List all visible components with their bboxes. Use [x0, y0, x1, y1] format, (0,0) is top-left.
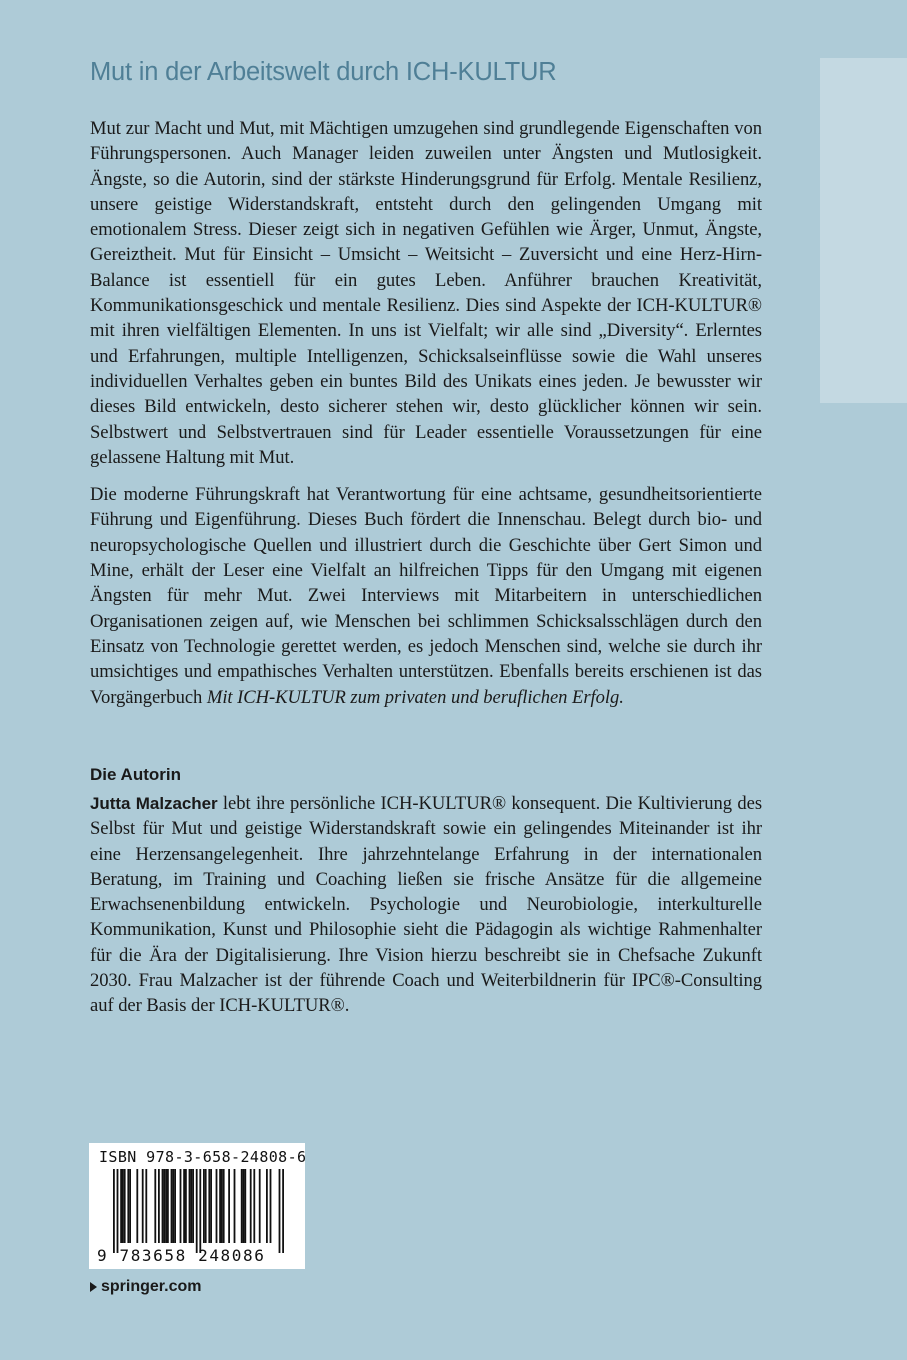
barcode-bar [171, 1169, 173, 1243]
barcode-bar [228, 1169, 230, 1243]
barcode-bar [243, 1169, 245, 1243]
barcode-bar [136, 1169, 138, 1243]
barcode-bar [142, 1169, 144, 1243]
barcode-guard-bar [199, 1169, 201, 1253]
barcode-bar [145, 1169, 147, 1243]
barcode-bar [234, 1169, 236, 1243]
barcode-bar [158, 1169, 160, 1243]
barcode-bar [174, 1169, 176, 1243]
author-heading: Die Autorin [90, 765, 181, 784]
barcode-bar [162, 1169, 164, 1243]
page-title: Mut in der Arbeitswelt durch ICH-KULTUR [90, 58, 557, 86]
barcode-bar [216, 1169, 218, 1243]
author-bio [90, 791, 762, 1019]
barcode-guard-bar [117, 1169, 119, 1253]
barcode-bar [120, 1169, 122, 1243]
isbn-label: ISBN 978-3-658-24808-6 [99, 1148, 307, 1166]
barcode-bar [163, 1169, 165, 1243]
barcode-guard-bar [196, 1169, 198, 1253]
barcode-bar [167, 1169, 169, 1243]
barcode-bar [270, 1169, 272, 1243]
previous-book-title: Mit ICH-KULTUR zum privaten und beruflichen Erfolg. [206, 686, 624, 708]
barcode-guard-bar [282, 1169, 284, 1253]
barcode-bar [208, 1169, 210, 1243]
barcode-bar [219, 1169, 221, 1243]
barcode-bar [221, 1169, 223, 1243]
barcode-bar [266, 1169, 268, 1243]
barcode-bar [205, 1169, 207, 1243]
barcode-bar [127, 1169, 129, 1243]
barcode-bar [129, 1169, 131, 1243]
barcode-bar [203, 1169, 205, 1243]
barcode-bar [189, 1169, 191, 1243]
barcode-block [89, 1143, 305, 1269]
barcode-guard-bar [279, 1169, 281, 1253]
barcode-guard-bar [113, 1169, 115, 1253]
author-bio-text: lebt ihre persönliche ICH-KULTUR® konsequent. Die Kultivierung des Selbst für Mut und geistige Widerstandskraft sowie ein gelingendes Miteinander ist ihr eine Herzensangelegenheit. Ihre jahrzehntelange Erfahrung in der internationalen Beratung, im Training und Coaching ließen sie frische Ansätze für die allgemeine Erwachsenenbildung entwickeln. Psychologie und Neurobiologie, interkulturelle Kommunikation, Kunst und Philosophie sieht die Pädagogin als wichtige Rahmenhalter für die Ära der Digitalisierung. Ihre Vision hierzu beschreibt sie in Chefsache Zukunft 2030. Frau Malzacher ist der führende Coach und Weiterbildnerin für IPC®-Consulting auf der Basis der ICH-KULTUR®. [90, 793, 763, 1017]
barcode-bar [192, 1169, 194, 1243]
barcode-bar [154, 1169, 156, 1243]
barcode-bar [253, 1169, 255, 1243]
barcode-bar [185, 1169, 187, 1243]
barcode-bar [250, 1169, 252, 1243]
arrow-right-icon [90, 1282, 97, 1292]
barcode-bar [124, 1169, 126, 1243]
barcode-bar [259, 1169, 261, 1243]
barcode-bar [165, 1169, 167, 1243]
blurb [90, 116, 762, 722]
blurb-paragraph-2 [90, 482, 762, 710]
barcode-bar [183, 1169, 185, 1243]
barcode-bar [172, 1169, 174, 1243]
barcode-digits: 9 783658 248086 [97, 1246, 266, 1265]
blurb-paragraph-1: Mut zur Macht und Mut, mit Mächtigen umzugehen sind grundlegende Eigenschaften von Führungspersonen. Auch Manager leiden zuweilen unter Ängsten und Mutlosigkeit. Ängste, so die Autorin, sind der stärkste Hinderungsgrund für Erfolg. Mentale Resilienz, unsere geistige Widerstandskraft, entsteht durch den gelingenden Umgang mit emotionalem Stress. Dieser zeigt sich in negativen Gefühlen wie Ärger, Unmut, Ängste, Gereiztheit. Mut für Einsicht – Umsicht – Weitsicht – Zuversicht und eine Herz-Hirn-Balance ist essentiell für ein gutes Leben. Anführer brauchen Kreativität, Kommunikationsgeschick und mentale Resilienz. Dies sind Aspekte der ICH-KULTUR® mit ihren vielfältigen Elementen. In uns ist Vielfalt; wir alle sind „Diversity“. Erlerntes und Erfahrungen, multiple Intelligenzen, Schicksalseinflüsse sowie die Wahl unseres individuellen Verhaltes geben ein buntes Bild des Unikats eines jeden. Je bewusster wir dieses Bild entwickeln, desto sicherer stehen wir, desto glücklicher können wir sein. Selbstwert und Selbstvertrauen sind für Leader essentielle Voraussetzungen für eine gelassene Haltung mit Mut. [90, 118, 762, 468]
author-name: Jutta Malzacher [90, 794, 218, 813]
barcode-bar [180, 1169, 182, 1243]
barcode-bar [210, 1169, 212, 1243]
decorative-side-panel [820, 58, 907, 403]
springer-link[interactable] [90, 1278, 201, 1296]
barcode-bar [122, 1169, 124, 1243]
barcode-bar [223, 1169, 225, 1243]
barcode-bar [244, 1169, 246, 1243]
barcode-bar [241, 1169, 243, 1243]
springer-link-label: springer.com [101, 1278, 202, 1295]
blurb-paragraph-2-text: Die moderne Führungskraft hat Verantwortung für eine achtsame, gesundheitsorientierte Führung und Eigenführung. Dieses Buch fördert die Innenschau. Belegt durch bio- und neuropsychologische Quellen und illustriert durch die Geschichte über Gert Simon und Mine, erhält der Leser eine Vielfalt an hilfreichen Tipps für den Umgang mit eigenen Ängsten für mehr Mut. Zwei Interviews mit Mitarbeitern in unterschiedlichen Organisationen zeigen auf, wie Menschen bei schlimmen Schicksalsschlägen durch den Einsatz von Technologie gerettet werden, es jedoch Menschen sind, welche sie durch ihr umsichtiges und empathisches Verhalten unterstützen. Ebenfalls bereits erschienen ist das Vorgängerbuch [90, 484, 762, 708]
barcode-bar [190, 1169, 192, 1243]
